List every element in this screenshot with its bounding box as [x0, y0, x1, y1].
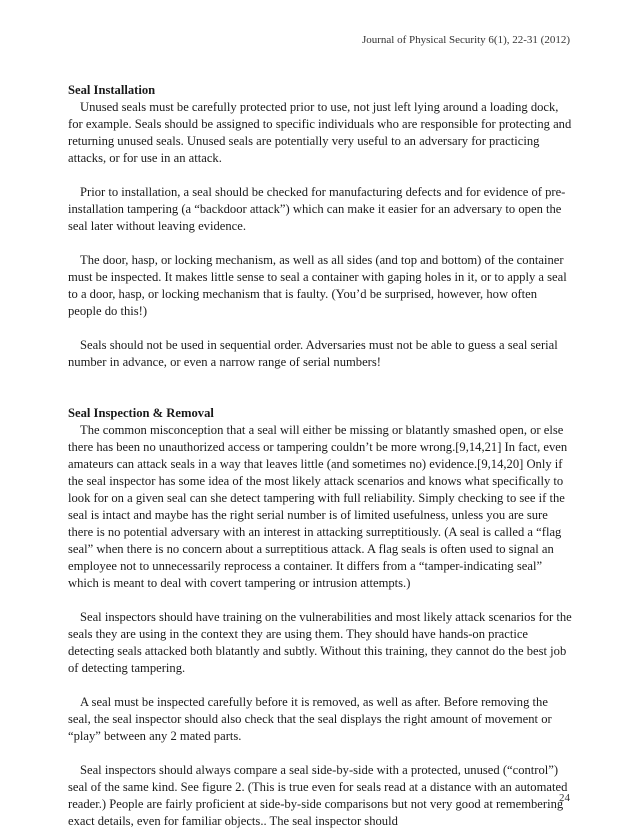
page-number: 24 [559, 792, 570, 804]
paragraph: A seal must be inspected carefully before it is removed, as well as after. Before removing the seal, the seal inspector should also check that the seal displays the right amount of movement or “play” between any 2 mated parts. [68, 695, 552, 743]
paragraph: Seal inspectors should have training on the vulnerabilities and most likely attack scenarios for the seals they are using in the context they are using them. They should have hands-on practice detecting seals attacked both blatantly and subtly. Without this training, they cannot do the best job of detecting tampering. [68, 610, 572, 675]
paragraph: Seal inspectors should always compare a seal side-by-side with a protected, unused (“control”) seal of the same kind. See figure 2. (This is true even for seals read at a distance with an automated reader.) People are fairly proficient at side-by-side comparisons but not very good at remembering exact details, even for familiar objects.. The seal inspector should [68, 763, 568, 828]
section-heading-installation: Seal Installation [68, 83, 156, 97]
paragraph: The common misconception that a seal will either be missing or blatantly smashed open, or else there has been no unauthorized access or tampering couldn’t be more wrong.[9,14,21] In fact, even amateurs can attack seals in a way that leaves little (and sometimes no) evidence.[9,14,20] Only if the seal inspector has some idea of the most likely attack scenarios and knows what specifically to look for on a given seal can she detect tampering with full reliability. Simply checking to see if the seal is intact and maybe has the right serial number is of limited usefulness, unless you are sure there is no potential adversary with an interest in attacking surreptitiously. (A seal is called a “flag seal” when there is no concern about a surreptitious attack. A flag seals is often used to signal an employee not to unnecessarily reprocess a container. It differs from a “tamper-indicating seal” which is meant to deal with covert tampering or intrusion attempts.) [68, 423, 568, 590]
paragraph: Prior to installation, a seal should be checked for manufacturing defects and for evidence of pre-installation tampering (a “backdoor attack”) which can make it easier for an adversary to open the seal later without leaving evidence. [68, 185, 566, 233]
section-heading-inspection: Seal Inspection & Removal [68, 406, 214, 420]
paragraph: Unused seals must be carefully protected prior to use, not just left lying around a loading dock, for example. Seals should be assigned to specific individuals who are responsible for protecting and returning unused seals. Unused seals are potentially very useful to an adversary for practicing attacks, or for use in an attack. [68, 100, 572, 165]
journal-header: Journal of Physical Security 6(1), 22-31 (2012) [361, 34, 570, 46]
page-body [68, 82, 573, 830]
paragraph: The door, hasp, or locking mechanism, as well as all sides (and top and bottom) of the container must be inspected. It makes little sense to seal a container with gaping holes in it, or to apply a seal to a door, hasp, or locking mechanism that is faulty. (You’d be surprised, however, how often people do this!) [68, 253, 567, 318]
paragraph: Seals should not be used in sequential order. Adversaries must not be able to guess a seal serial number in advance, or even a narrow range of serial numbers! [68, 338, 558, 369]
